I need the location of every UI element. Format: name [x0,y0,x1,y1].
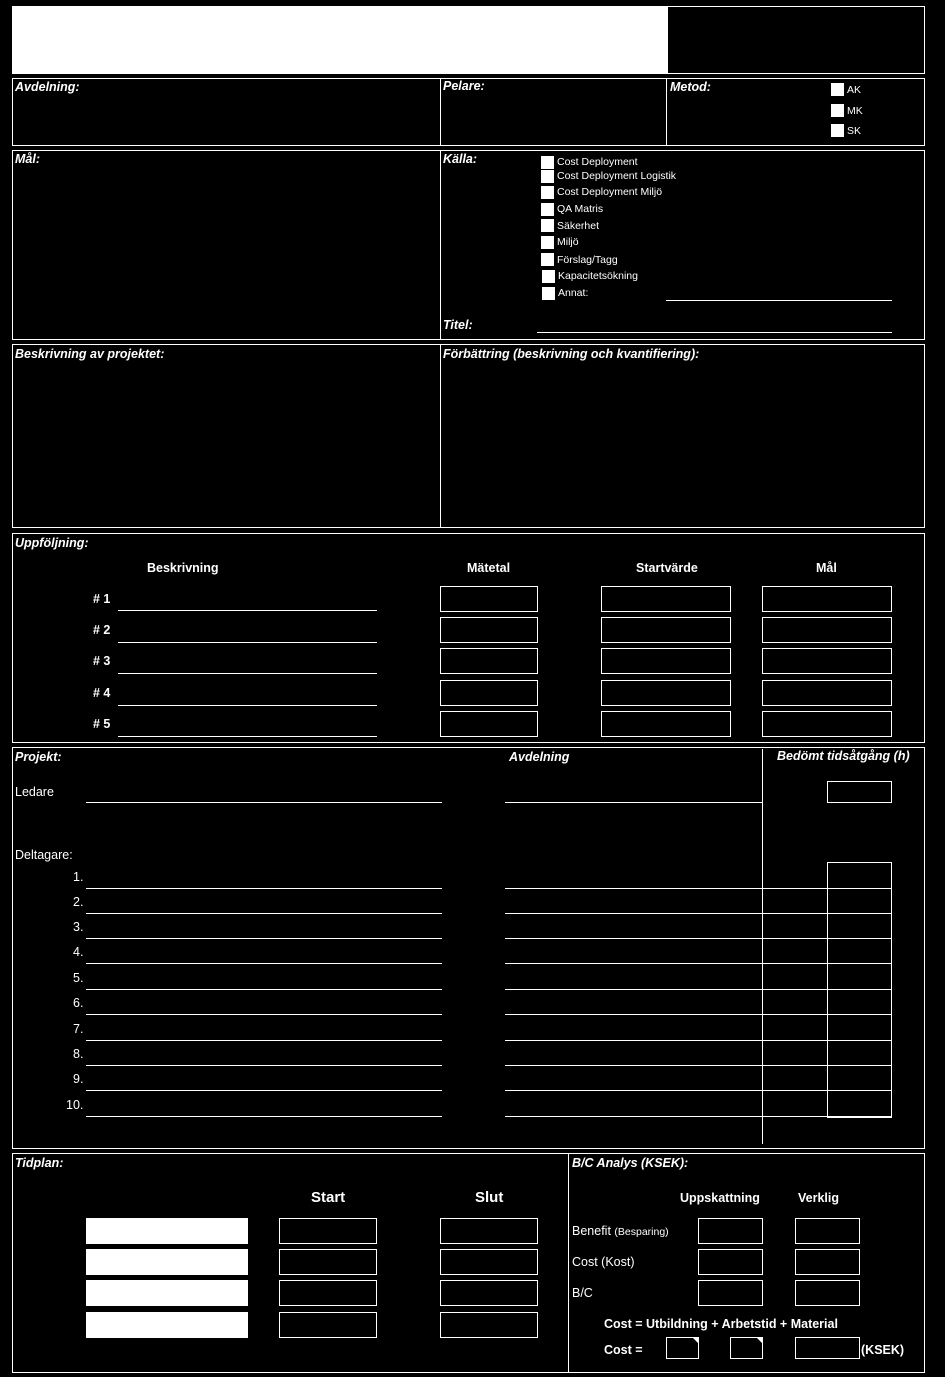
benefit-verklig-field[interactable] [795,1218,860,1244]
deltagare-number: 3. [73,920,84,934]
deltagare-number: 1. [73,870,84,884]
row-number: # 5 [93,717,111,731]
projekt-label: Projekt: [15,750,62,764]
ledare-avdelning-field[interactable] [505,802,762,803]
beskrivning-section [12,344,925,528]
cost-verklig-field[interactable] [795,1249,860,1275]
startvarde-field[interactable] [601,711,731,737]
matetal-field[interactable] [440,711,538,737]
pelare-label: Pelare: [443,79,485,93]
kalla-option-cost-deployment-logistik: Cost Deployment Logistik [557,170,677,182]
metod-option-sk: SK [847,125,862,137]
deltagare-avdelning-field[interactable] [505,1014,892,1015]
deltagare-namn-field[interactable] [86,1065,442,1066]
aktivitet-field[interactable] [86,1280,248,1306]
deltagare-avdelning-field[interactable] [505,1116,892,1117]
mal-label: Mål: [15,152,40,166]
deltagare-number: 2. [73,895,84,909]
matetal-field[interactable] [440,586,538,612]
checkbox-forslag-tagg[interactable] [541,253,554,266]
uppfoljning-label: Uppföljning: [15,536,89,550]
deltagare-namn-field[interactable] [86,1014,442,1015]
deltagare-avdelning-field[interactable] [505,1040,892,1041]
deltagare-avdelning-field[interactable] [505,1090,892,1091]
uppskattning-header: Uppskattning [680,1191,760,1205]
mal-field[interactable] [762,586,892,612]
benefit-label [572,1224,669,1238]
deltagare-namn-field[interactable] [86,1040,442,1041]
deltagare-namn-field[interactable] [86,963,442,964]
kalla-option-cost-deployment-miljo: Cost Deployment Miljö [557,186,663,198]
bc-label: B/C [572,1286,593,1300]
kalla-option-annat: Annat: [558,287,589,299]
deltagare-avdelning-field[interactable] [505,989,892,990]
ksek-label: (KSEK) [861,1343,905,1357]
bc-uppskattning-field[interactable] [698,1280,763,1306]
ledare-namn-field[interactable] [86,802,442,803]
slut-field[interactable] [440,1249,538,1275]
deltagare-label: Deltagare: [15,848,73,862]
forbattring-label: Förbättring (beskrivning och kvantifiering): [443,347,700,361]
benefit-uppskattning-field[interactable] [698,1218,763,1244]
mal-field[interactable] [762,711,892,737]
titel-label: Titel: [443,318,473,332]
beskrivning-label: Beskrivning av projektet: [15,347,165,361]
deltagare-tid-grid [827,862,892,1118]
checkbox-kapacitetsokning[interactable] [542,270,555,283]
beskrivning-field[interactable] [118,736,377,737]
metod-option-ak: AK [847,84,862,96]
matetal-field[interactable] [440,680,538,706]
row-number: # 1 [93,592,111,606]
deltagare-number: 9. [73,1072,84,1086]
mal-section [12,150,925,340]
checkbox-cost-deployment-logistik[interactable] [541,170,554,183]
slut-field[interactable] [440,1312,538,1338]
row-number: # 4 [93,686,111,700]
corner-mark-icon [693,1338,699,1344]
checkbox-mk[interactable] [831,104,844,117]
deltagare-namn-field[interactable] [86,989,442,990]
cost-label: Cost (Kost) [572,1255,635,1269]
kalla-option-sakerhet: Säkerhet [557,220,600,232]
deltagare-number: 6. [73,996,84,1010]
checkbox-annat[interactable] [542,287,555,300]
ledare-label: Ledare [15,785,54,799]
bc-verklig-field[interactable] [795,1280,860,1306]
start-field[interactable] [279,1312,377,1338]
start-field[interactable] [279,1280,377,1306]
aktivitet-field[interactable] [86,1249,248,1275]
bedomt-tidsatgang-label: Bedömt tidsåtgång (h) [777,749,910,763]
row-number: # 3 [93,654,111,668]
header-white-box [12,6,668,74]
beskrivning-field[interactable] [118,642,377,643]
cost-uppskattning-field[interactable] [698,1249,763,1275]
startvarde-field[interactable] [601,648,731,674]
slut-field[interactable] [440,1280,538,1306]
cost-eq-label: Cost = [604,1343,643,1357]
deltagare-avdelning-field[interactable] [505,888,892,889]
mal-field[interactable] [762,617,892,643]
checkbox-cost-deployment[interactable] [541,156,554,169]
matetal-field[interactable] [440,648,538,674]
col-startvarde: Startvärde [636,561,698,575]
benefit-text: Benefit [572,1224,611,1238]
corner-mark-icon [757,1338,763,1344]
deltagare-number: 4. [73,945,84,959]
mal-field[interactable] [762,648,892,674]
mal-field[interactable] [762,680,892,706]
matetal-field[interactable] [440,617,538,643]
startvarde-field[interactable] [601,680,731,706]
deltagare-avdelning-field[interactable] [505,963,892,964]
header-right-box [667,6,925,74]
cost-formula: Cost = Utbildning + Arbetstid + Material [604,1317,838,1331]
start-header: Start [311,1189,346,1206]
kalla-option-qa-matris: QA Matris [557,203,604,215]
checkbox-miljo[interactable] [541,236,554,249]
kalla-option-forslag-tagg: Förslag/Tagg [557,254,618,266]
checkbox-sk[interactable] [831,124,844,137]
checkbox-ak[interactable] [831,83,844,96]
row-number: # 2 [93,623,111,637]
metod-label: Metod: [670,80,711,94]
beskrivning-field[interactable] [118,705,377,706]
ledare-tid-field[interactable] [827,781,892,803]
slut-field[interactable] [440,1218,538,1244]
aktivitet-field[interactable] [86,1218,248,1244]
start-field[interactable] [279,1249,377,1275]
checkbox-cost-deployment-miljo[interactable] [541,186,554,199]
metod-option-mk: MK [847,105,863,117]
kalla-option-kapacitetsokning: Kapacitetsökning [558,270,638,282]
avdelning-label: Avdelning: [15,80,80,94]
deltagare-number: 7. [73,1022,84,1036]
deltagare-number: 8. [73,1047,84,1061]
cost-material-field[interactable] [795,1337,860,1359]
col-beskrivning: Beskrivning [147,561,219,575]
deltagare-number: 5. [73,971,84,985]
start-field[interactable] [279,1218,377,1244]
col-matetal: Mätetal [467,561,511,575]
aktivitet-field[interactable] [86,1312,248,1338]
projekt-avdelning-label: Avdelning [509,750,570,764]
beskrivning-field[interactable] [118,610,377,611]
col-mal: Mål [816,561,837,575]
verklig-header: Verklig [798,1191,839,1205]
kalla-option-cost-deployment: Cost Deployment [557,156,638,168]
beskrivning-field[interactable] [118,673,377,674]
titel-field[interactable] [537,332,892,333]
deltagare-avdelning-field[interactable] [505,938,892,939]
benefit-sub-text: (Besparing) [614,1226,669,1238]
deltagare-namn-field[interactable] [86,1090,442,1091]
deltagare-namn-field[interactable] [86,1116,442,1117]
startvarde-field[interactable] [601,586,731,612]
checkbox-qa-matris[interactable] [541,203,554,216]
slut-header: Slut [475,1189,504,1206]
deltagare-namn-field[interactable] [86,913,442,914]
projekt-section [12,747,925,1149]
deltagare-number: 10. [66,1098,84,1112]
deltagare-avdelning-field[interactable] [505,1065,892,1066]
deltagare-avdelning-field[interactable] [505,913,892,914]
checkbox-sakerhet[interactable] [541,219,554,232]
annat-field[interactable] [666,300,892,301]
bc-analys-label: B/C Analys (KSEK): [572,1156,689,1170]
kalla-label: Källa: [443,152,478,166]
tidplan-label: Tidplan: [15,1156,64,1170]
deltagare-namn-field[interactable] [86,938,442,939]
deltagare-namn-field[interactable] [86,888,442,889]
startvarde-field[interactable] [601,617,731,643]
kalla-option-miljo: Miljö [557,236,579,248]
